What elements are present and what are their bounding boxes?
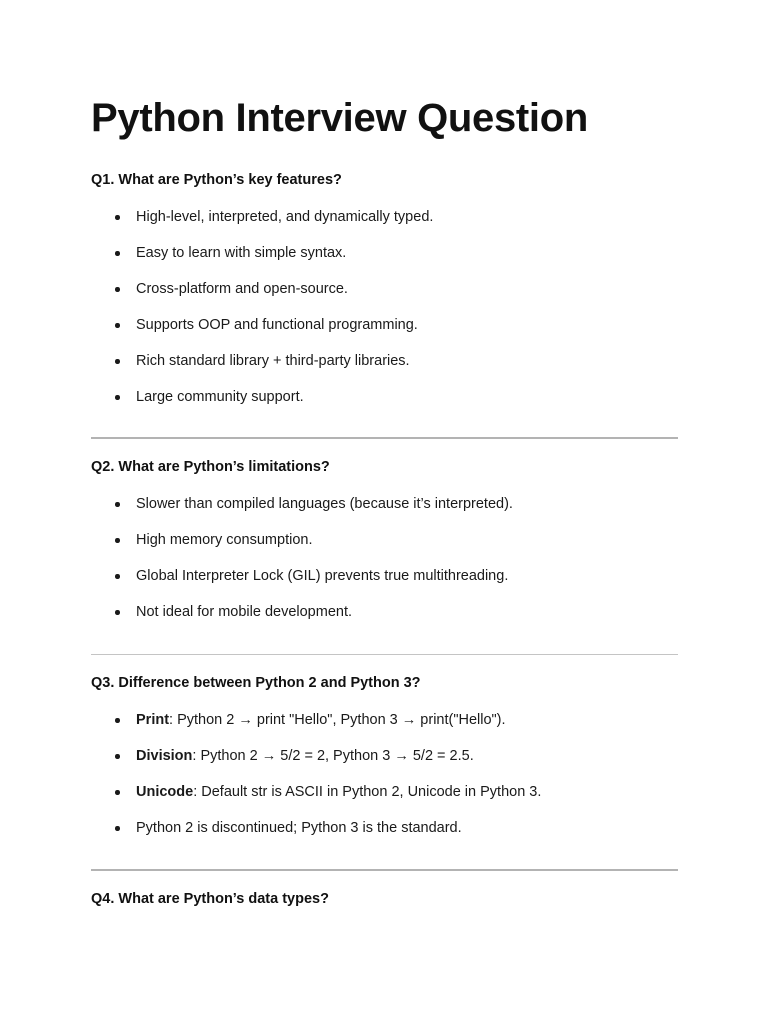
section-divider — [91, 654, 678, 655]
list-item — [91, 746, 541, 782]
list-item — [91, 782, 541, 818]
list-item: Not ideal for mobile development. — [91, 602, 513, 638]
question-heading-q4: Q4. What are Python’s data types? — [91, 891, 329, 907]
bullet-term: Division — [136, 748, 193, 764]
document-title: Python Interview Question — [91, 96, 589, 140]
list-item: Large community support. — [91, 387, 433, 423]
list-item — [91, 710, 541, 746]
section-divider — [91, 437, 678, 439]
bullet-list-q2 — [91, 494, 513, 638]
bullet-text: : Python 2 → print "Hello", Python 3 → print("Hello"). — [169, 712, 506, 728]
list-item: Easy to learn with simple syntax. — [91, 243, 433, 279]
list-item: Cross-platform and open-source. — [91, 279, 433, 315]
list-item: High-level, interpreted, and dynamically typed. — [91, 207, 433, 243]
bullet-list-q1 — [91, 207, 433, 423]
question-heading-q2: Q2. What are Python’s limitations? — [91, 459, 330, 475]
list-item: Supports OOP and functional programming. — [91, 315, 433, 351]
bullet-list-q3 — [91, 710, 541, 854]
list-item: Slower than compiled languages (because it’s interpreted). — [91, 494, 513, 530]
question-heading-q3: Q3. Difference between Python 2 and Python 3? — [91, 675, 421, 691]
bullet-text: Python 2 is discontinued; Python 3 is the standard. — [136, 820, 462, 836]
bullet-term: Unicode — [136, 784, 194, 800]
bullet-text: : Python 2 → 5/2 = 2, Python 3 → 5/2 = 2.5. — [192, 748, 474, 764]
section-divider — [91, 869, 678, 871]
bullet-text: : Default str is ASCII in Python 2, Unicode in Python 3. — [193, 784, 542, 800]
bullet-term: Print — [136, 712, 170, 728]
list-item: Rich standard library + third-party libraries. — [91, 351, 433, 387]
list-item: Global Interpreter Lock (GIL) prevents true multithreading. — [91, 566, 513, 602]
question-heading-q1: Q1. What are Python’s key features? — [91, 172, 342, 188]
list-item: High memory consumption. — [91, 530, 513, 566]
list-item — [91, 818, 541, 854]
